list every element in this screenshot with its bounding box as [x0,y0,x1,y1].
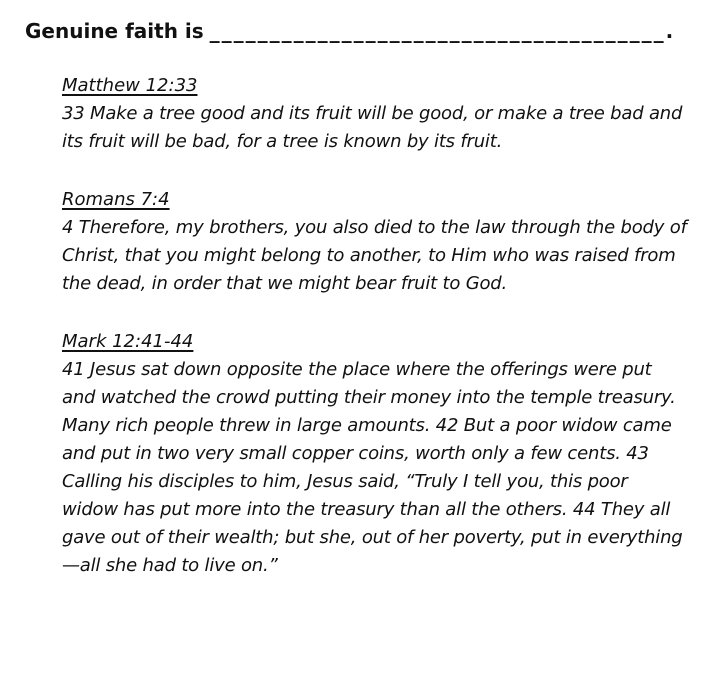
scripture-reference: Mark 12:41-44 [62,331,194,352]
scripture-sections [62,72,687,580]
scripture-text: 4 Therefore, my brothers, you also died to the law through the body of Christ, that you might belong to another, to Him who was raised from the dead, in order that we might bear fruit to God. [62,217,687,294]
scripture-text: 41 Jesus sat down opposite the place where the offerings were put and watched the crowd putting their money into the temple treasury. Many rich people threw in large amounts. 42 But a poor widow came and put in two very small copper coins, worth only a few cents. 43 Calling his disciples to him, Jesus said, “Truly I tell you, this poor widow has put more into the treasury than all the others. 44 They all gave out of their wealth; but she, out of her poverty, put in everything—all she had to live on.” [62,359,683,576]
scripture-section-romans [62,186,687,298]
scripture-text: 33 Make a tree good and its fruit will be good, or make a tree bad and its fruit will be bad, for a tree is known by its fruit. [62,103,683,152]
fill-in-blank: ______________________________________ [209,19,666,43]
title-period: . [665,19,674,43]
scripture-reference: Matthew 12:33 [62,75,198,96]
scripture-section-mark [62,328,687,580]
scripture-reference: Romans 7:4 [62,189,170,210]
scripture-section-matthew [62,72,687,156]
title-prefix: Genuine faith is [25,19,204,43]
page-title [25,16,694,46]
